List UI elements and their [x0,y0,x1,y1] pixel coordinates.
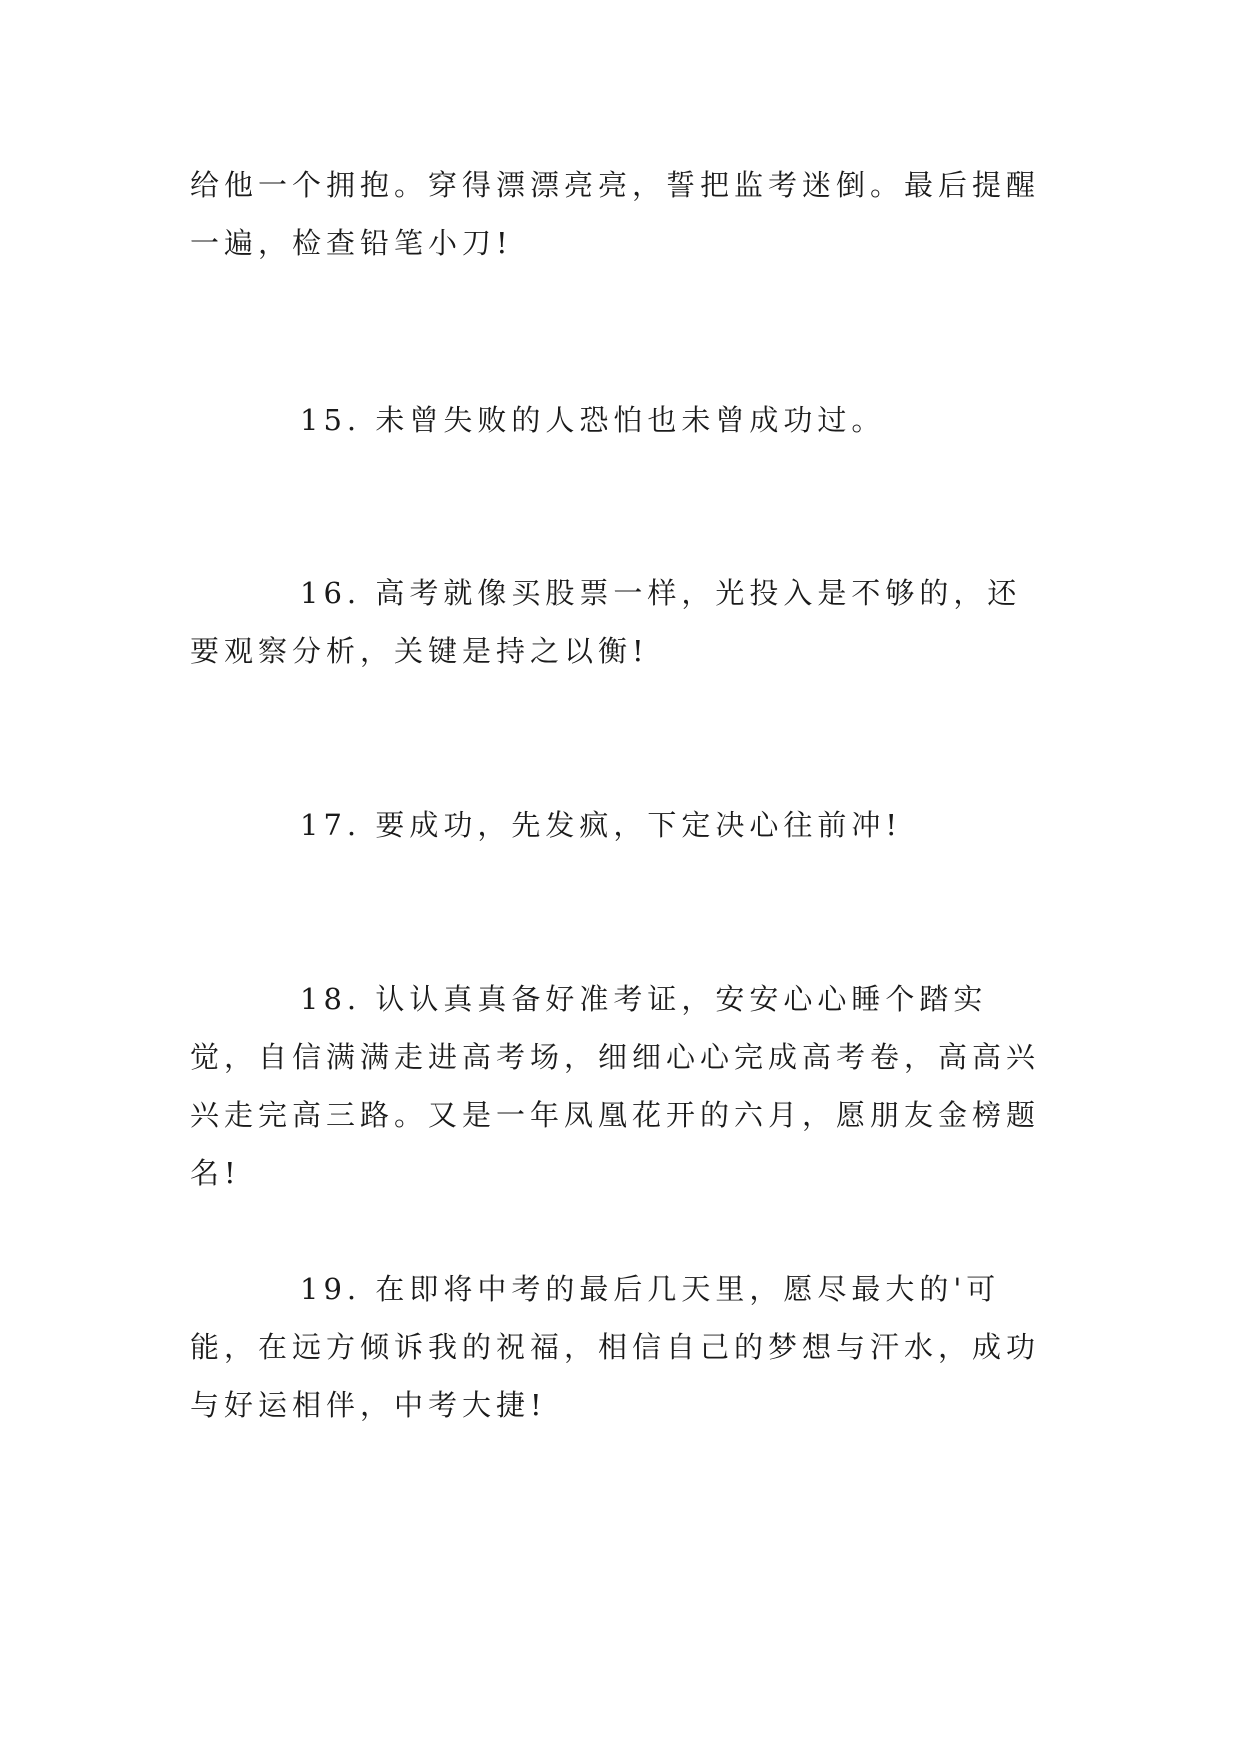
paragraph-19: 19. 在即将中考的最后几天里，愿尽最大的'可能，在远方倾诉我的祝福，相信自己的梦想与汗水，成功与好运相伴，中考大捷! [190,1272,1041,1422]
paragraph-17: 17. 要成功，先发疯，下定决心往前冲! [300,808,902,842]
paragraph-18: 18. 认认真真备好准考证，安安心心睡个踏实觉，自信满满走进高考场，细细心心完成高考卷，高高兴兴走完高三路。又是一年凤凰花开的六月，愿朋友金榜题名! [190,982,1041,1190]
paragraph-continuation: 给他一个拥抱。穿得漂漂亮亮，誓把监考迷倒。最后提醒一遍，检查铅笔小刀! [190,168,1041,260]
paragraph-16: 16. 高考就像买股票一样，光投入是不够的，还要观察分析，关键是持之以衡! [190,576,1022,668]
paragraph-15: 15. 未曾失败的人恐怕也未曾成功过。 [300,403,886,437]
